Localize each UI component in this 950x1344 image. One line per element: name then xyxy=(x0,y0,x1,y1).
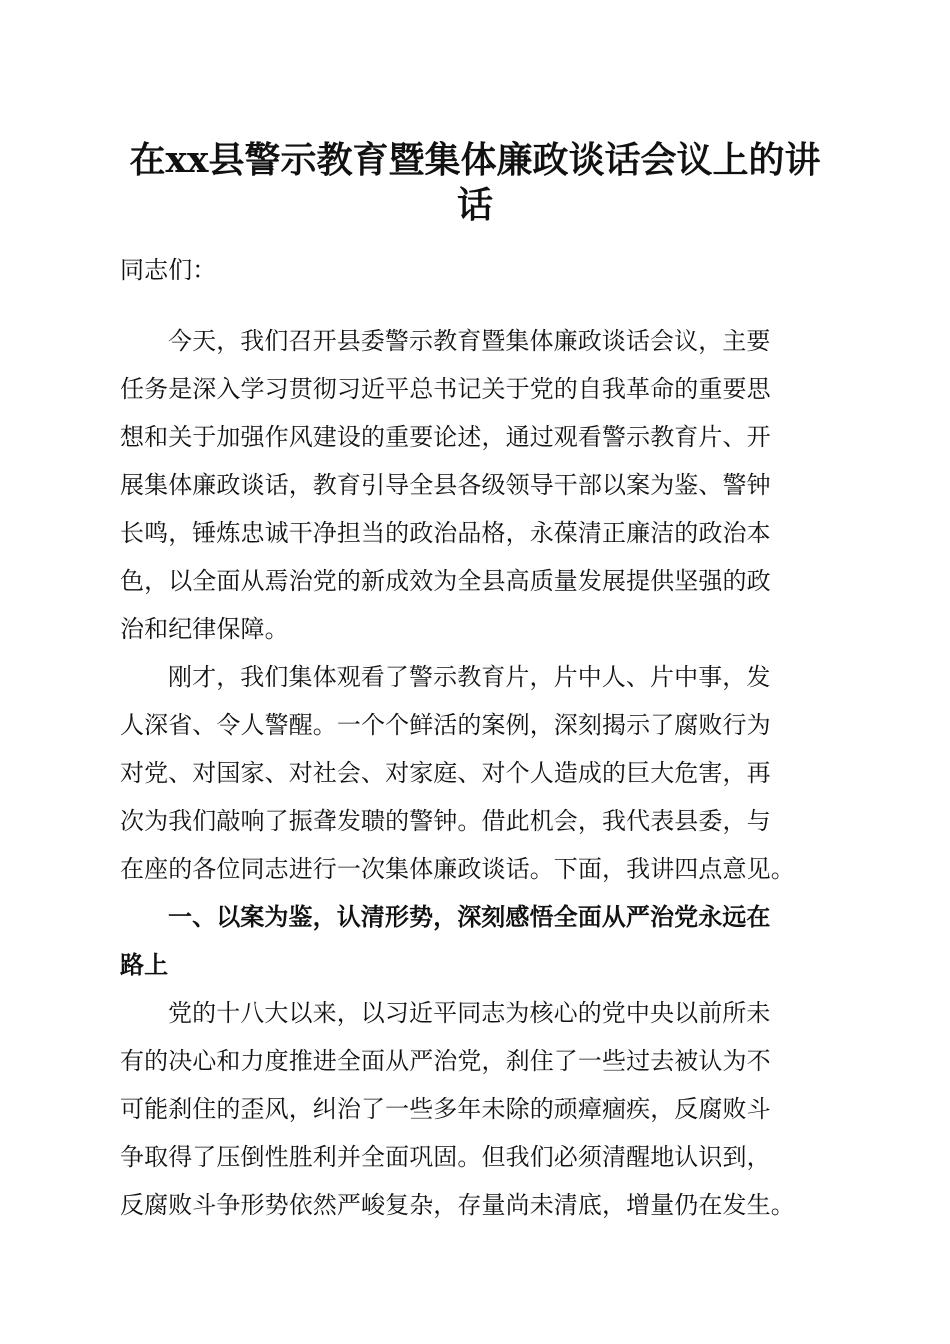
section-heading-line: 路上 xyxy=(120,950,169,979)
paragraph-line: 人深省、令人警醒。一个个鲜活的案例，深刻揭示了腐败行为 xyxy=(120,711,771,739)
paragraph-line: 可能刹住的歪风，纠治了一些多年未除的顽瘴痼疾，反腐败斗 xyxy=(120,1095,771,1123)
paragraph-line: 在座的各位同志进行一次集体廉政谈话。下面，我讲四点意见。 xyxy=(120,855,795,883)
paragraph-line: 治和纪律保障。 xyxy=(120,615,289,643)
paragraph-line: 展集体廉政谈话，教育引导全县各级领导干部以案为鉴、警钟 xyxy=(120,471,771,499)
paragraph-line: 今天，我们召开县委警示教育暨集体廉政谈话会议，主要 xyxy=(168,327,771,355)
paragraph-line: 次为我们敲响了振聋发聩的警钟。借此机会，我代表县委，与 xyxy=(120,807,771,835)
paragraph-line: 党的十八大以来，以习近平同志为核心的党中央以前所未 xyxy=(168,999,771,1027)
paragraph-line: 长鸣，锤炼忠诚干净担当的政治品格，永葆清正廉洁的政治本 xyxy=(120,519,771,547)
salutation: 同志们： xyxy=(120,256,217,284)
paragraph-line: 色，以全面从焉治党的新成效为全县高质量发展提供坚强的政 xyxy=(120,567,771,595)
paragraph-line: 任务是深入学习贯彻习近平总书记关于党的自我革命的重要思 xyxy=(120,375,771,403)
paragraph-line: 反腐败斗争形势依然严峻复杂，存量尚未清底，增量仍在发生。 xyxy=(120,1191,795,1219)
paragraph-line: 对党、对国家、对社会、对家庭、对个人造成的巨大危害，再 xyxy=(120,759,771,787)
paragraph-line: 有的决心和力度推进全面从严治党，刹住了一些过去被认为不 xyxy=(120,1047,771,1075)
paragraph-line: 想和关于加强作风建设的重要论述，通过观看警示教育片、开 xyxy=(120,423,771,451)
paragraph-line: 争取得了压倒性胜利并全面巩固。但我们必须清醒地认识到， xyxy=(120,1143,771,1171)
section-heading-line: 一、以案为鉴，认清形势，深刻感悟全面从严治党永远在 xyxy=(168,902,771,931)
paragraph-line: 刚才，我们集体观看了警示教育片，片中人、片中事，发 xyxy=(168,663,771,691)
document-title-line-1: 在xx县警示教育暨集体廉政谈话会议上的讲 xyxy=(129,139,821,181)
document-title-line-2: 话 xyxy=(456,184,493,226)
